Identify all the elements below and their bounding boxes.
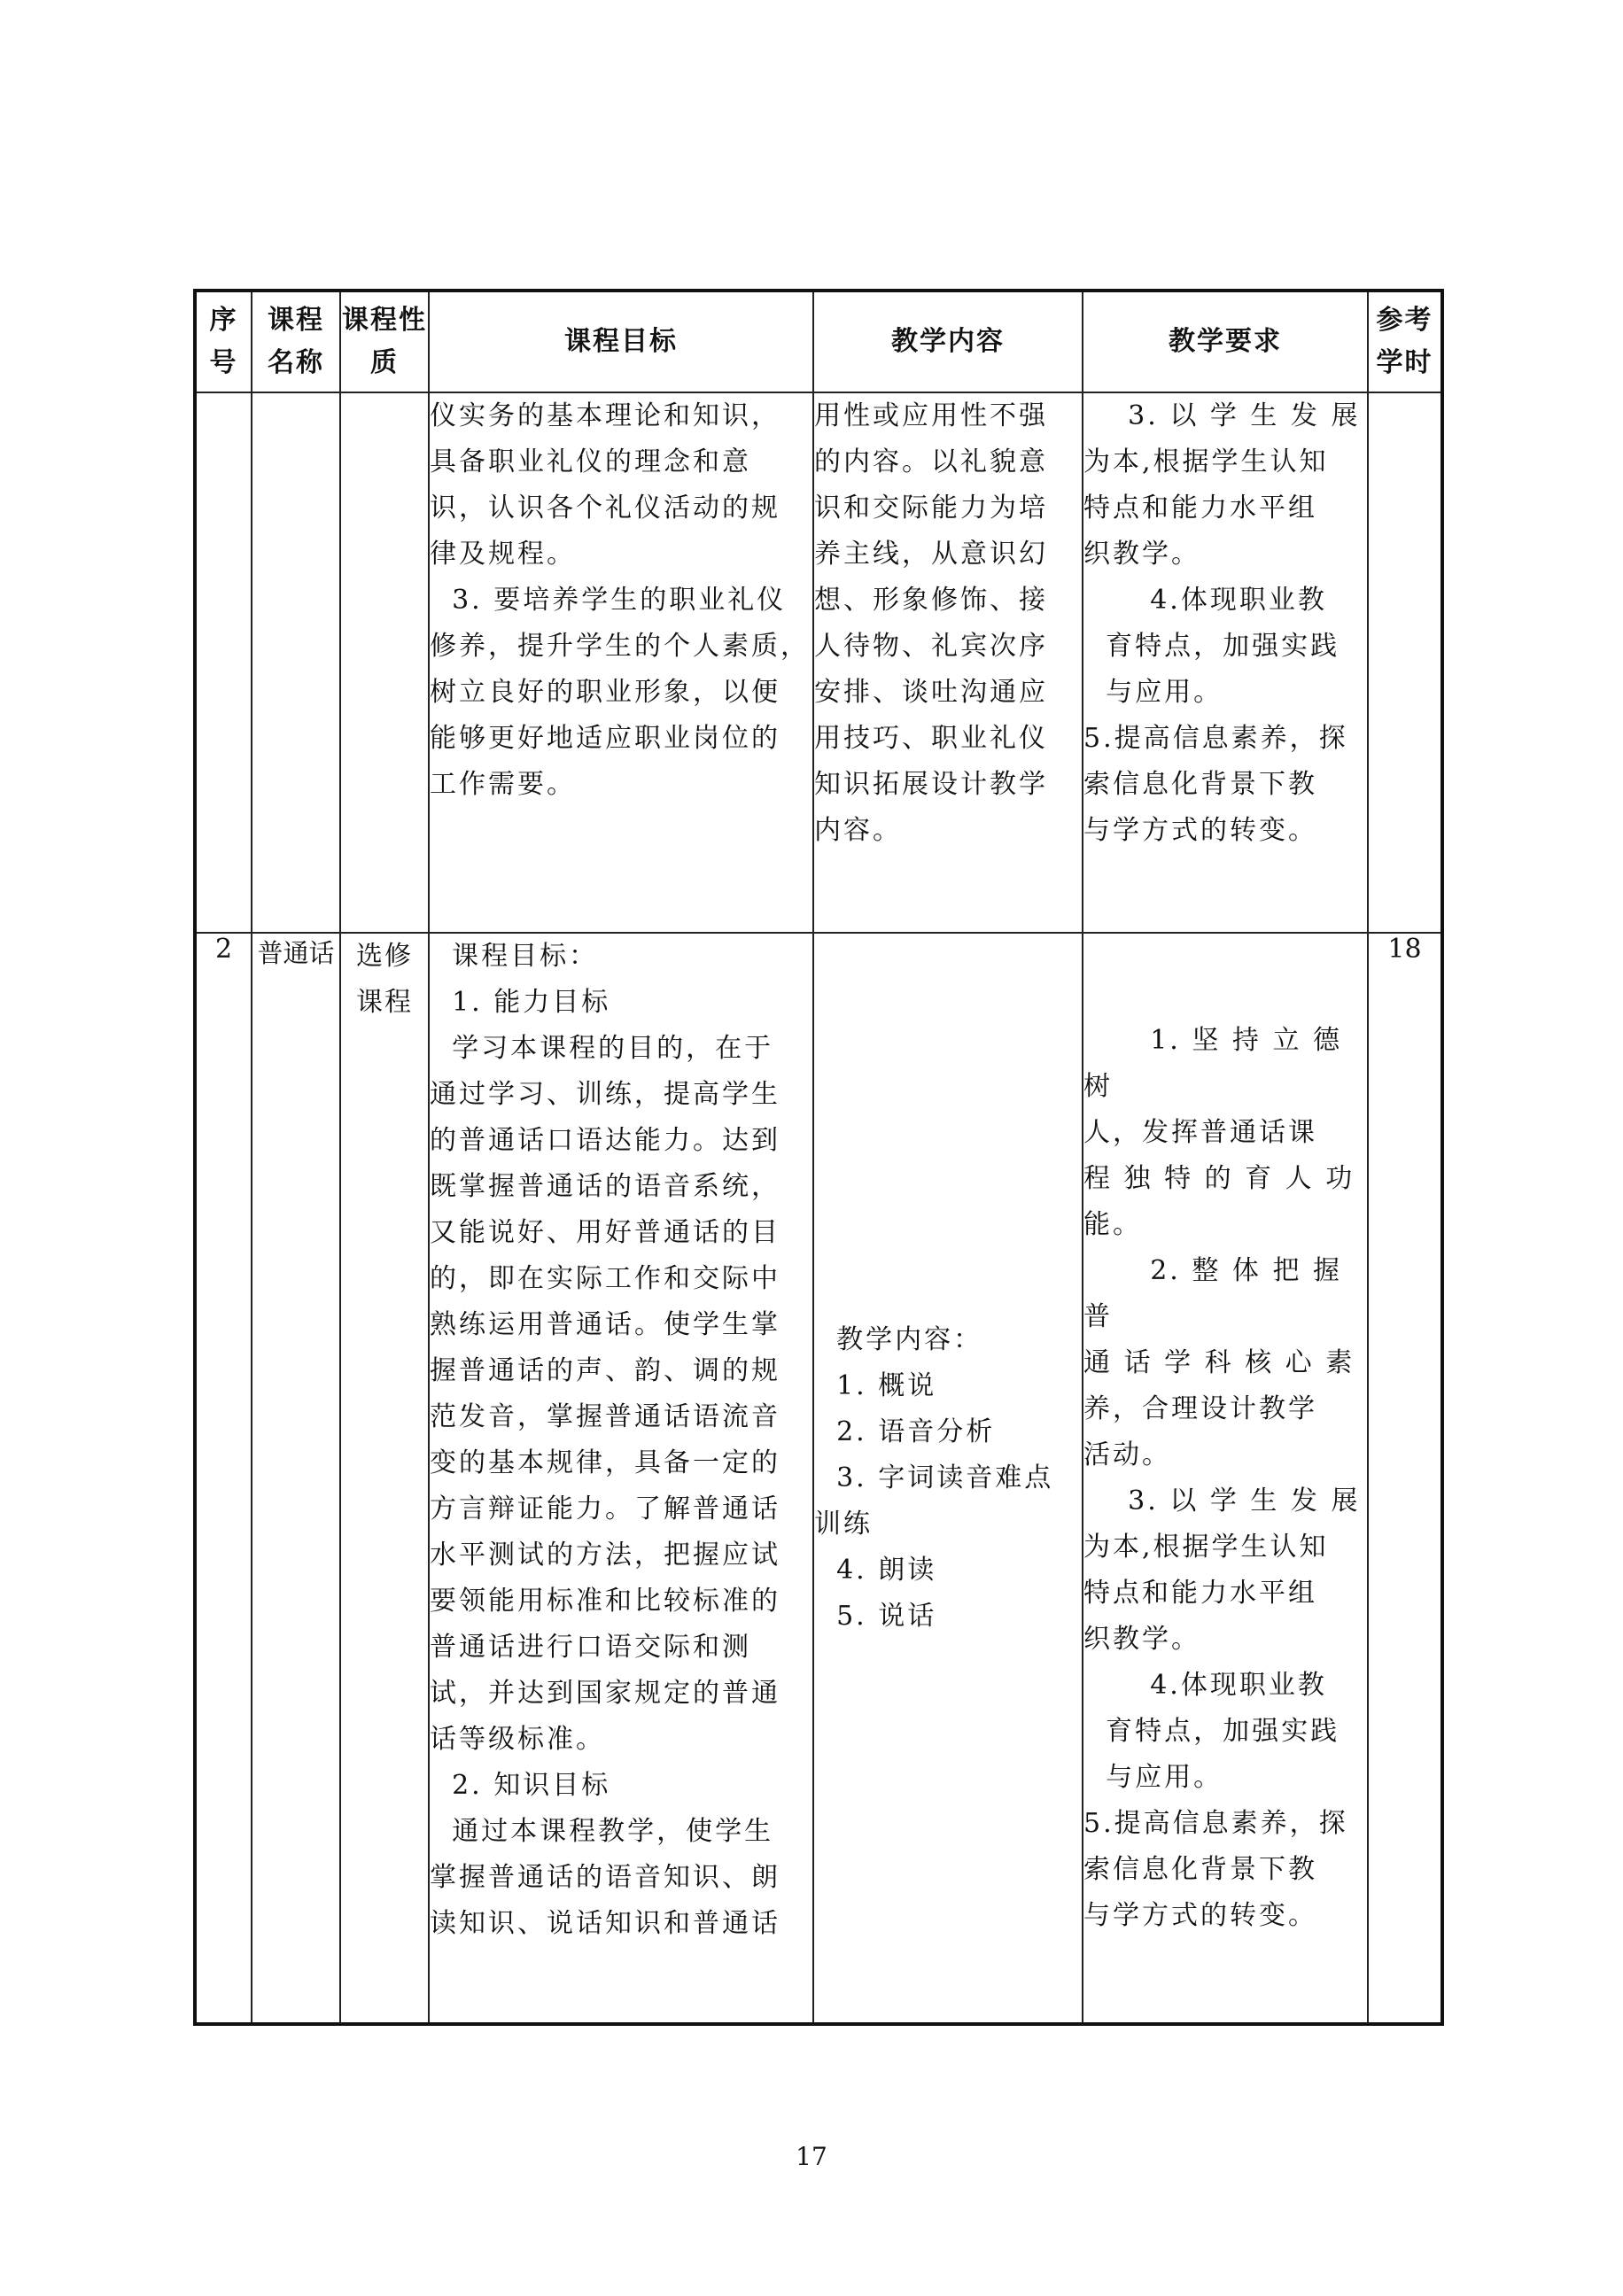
row2-name-cell: 普通话 [252, 933, 340, 2024]
row1-content-line: 知识拓展设计教学 [814, 769, 1048, 800]
row2-content-line: 教学内容： [814, 1323, 983, 1355]
row2-goal-line: 掌握普通话的语音知识、朗 [430, 1862, 780, 1893]
row1-content-line: 的内容。以礼貌意 [814, 446, 1048, 477]
row2-hours-cell: 18 [1368, 933, 1442, 2024]
row2-requirement-cell [1083, 933, 1368, 2024]
row2-goal-line: 读知识、说话知识和普通话 [430, 1908, 780, 1939]
row1-goal-line: 树立良好的职业形象，以便 [430, 677, 780, 708]
row2-goal-line: 试，并达到国家规定的普通 [430, 1678, 780, 1709]
row2-goal-line: 握普通话的声、韵、调的规 [430, 1355, 780, 1386]
row1-goal-line: 工作需要。 [430, 769, 576, 800]
row2-goal-line: 学习本课程的目的，在于 [430, 1033, 774, 1064]
row1-requirement-line: 为本,根据学生认知 [1083, 446, 1329, 477]
row1-requirement-line: 3. 以 学 生 发 展 [1083, 400, 1361, 431]
row2-goal-line: 的普通话口语达能力。达到 [430, 1125, 780, 1156]
row2-goal-line: 话等级标准。 [430, 1724, 605, 1755]
row1-requirement-line: 索信息化背景下教 [1083, 769, 1317, 800]
row1-goal-line: 仪实务的基本理论和知识， [430, 400, 780, 431]
row2-content-cell [813, 933, 1083, 2024]
row2-requirement-text [1083, 1018, 1367, 1939]
row2-goal-cell [429, 933, 813, 2024]
row1-goal-text [430, 393, 812, 808]
row1-name-cell [252, 392, 340, 933]
row1-content-line: 安排、谈吐沟通应 [814, 677, 1048, 708]
row2-content-line: 1. 概说 [814, 1369, 937, 1401]
row1-requirement-cell [1083, 392, 1368, 933]
table-row-putonghua [195, 933, 1442, 2024]
row1-content-line: 内容。 [814, 815, 902, 846]
row1-requirement-line: 5.提高信息素养，探 [1083, 723, 1348, 754]
row2-requirement-line: 1. 坚 持 立 德 树 [1083, 1024, 1354, 1102]
row2-goal-line: 水平测试的方法，把握应试 [430, 1540, 780, 1571]
row2-requirement-line: 索信息化背景下教 [1083, 1853, 1317, 1885]
row2-requirement-line: 织教学。 [1083, 1623, 1200, 1655]
header-hours: 参考 学时 [1368, 291, 1442, 392]
row2-goal-line: 2. 知识目标 [430, 1770, 611, 1801]
row2-requirement-line: 养，合理设计教学 [1083, 1392, 1317, 1424]
row1-requirement-line: 与学方式的转变。 [1083, 815, 1317, 846]
header-seq: 序 号 [195, 291, 252, 392]
row1-goal-line: 修养，提升学生的个人素质， [430, 631, 810, 662]
row1-requirement-text [1083, 393, 1367, 854]
row2-goal-line: 的，即在实际工作和交际中 [430, 1263, 780, 1294]
table-row-continued [195, 392, 1442, 933]
row2-requirement-line: 通 话 学 科 核 心 素 [1083, 1346, 1355, 1378]
row1-content-line: 识和交际能力为培 [814, 493, 1048, 524]
header-requirement: 教学要求 [1083, 291, 1368, 392]
row2-requirement-line: 4.体现职业教 [1083, 1669, 1327, 1701]
row2-requirement-line: 活动。 [1083, 1439, 1171, 1470]
row2-content-line: 2. 语音分析 [814, 1416, 996, 1447]
row1-goal-line: 律及规程。 [430, 539, 576, 570]
row2-goal-line: 课程目标： [430, 941, 599, 972]
row2-goal-text [430, 934, 812, 1947]
row1-goal-line: 识，认识各个礼仪活动的规 [430, 493, 780, 524]
row1-content-line: 想、形象修饰、接 [814, 585, 1048, 616]
page-number: 17 [796, 2142, 827, 2171]
row2-nature-cell: 选修 课程 [340, 933, 429, 2024]
row2-goal-line: 范发音，掌握普通话语流音 [430, 1401, 780, 1432]
row1-goal-line: 能够更好地适应职业岗位的 [430, 723, 780, 754]
row2-goal-line: 方言辩证能力。了解普通话 [430, 1493, 780, 1524]
row1-requirement-line: 育特点，加强实践 [1083, 631, 1340, 662]
row2-goal-line: 通过学习、训练，提高学生 [430, 1079, 780, 1110]
row2-requirement-line: 3. 以 学 生 发 展 [1083, 1485, 1361, 1516]
row2-requirement-line: 与应用。 [1083, 1761, 1223, 1793]
row1-content-text [814, 393, 1082, 854]
row1-hours-cell [1368, 392, 1442, 933]
header-goal: 课程目标 [429, 291, 813, 392]
row2-goal-line: 1. 能力目标 [430, 987, 611, 1018]
row2-content-text [814, 1317, 1082, 1640]
row2-content-line: 3. 字词读音难点 [814, 1462, 1054, 1493]
row2-requirement-line: 人，发挥普通话课 [1083, 1116, 1317, 1148]
row1-requirement-line: 特点和能力水平组 [1083, 493, 1317, 524]
header-content: 教学内容 [813, 291, 1083, 392]
row2-requirement-line: 能。 [1083, 1208, 1142, 1240]
row2-goal-line: 通过本课程教学，使学生 [430, 1816, 774, 1847]
row2-goal-line: 要领能用标准和比较标准的 [430, 1586, 780, 1617]
row2-goal-line: 普通话进行口语交际和测 [430, 1632, 751, 1663]
row2-requirement-line: 2. 整 体 把 握 普 [1083, 1254, 1354, 1332]
row2-content-line: 训练 [814, 1508, 873, 1540]
row2-goal-line: 又能说好、用好普通话的目 [430, 1217, 780, 1248]
row1-requirement-line: 与应用。 [1083, 677, 1223, 708]
row2-requirement-line: 育特点，加强实践 [1083, 1715, 1340, 1747]
row1-content-line: 养主线，从意识幻 [814, 539, 1048, 570]
header-name: 课程 名称 [252, 291, 340, 392]
row2-requirement-line: 5.提高信息素养，探 [1083, 1807, 1348, 1839]
course-table [193, 289, 1444, 2026]
row2-goal-line: 熟练运用普通话。使学生掌 [430, 1309, 780, 1340]
row2-requirement-line: 与学方式的转变。 [1083, 1899, 1317, 1931]
row2-requirement-line: 程 独 特 的 育 人 功 [1083, 1162, 1355, 1194]
row1-goal-line: 具备职业礼仪的理念和意 [430, 446, 751, 477]
row2-requirement-line: 特点和能力水平组 [1083, 1577, 1317, 1609]
row1-requirement-line: 织教学。 [1083, 539, 1200, 570]
row1-goal-cell [429, 392, 813, 933]
row2-content-line: 5. 说话 [814, 1600, 937, 1632]
header-nature: 课程性 质 [340, 291, 429, 392]
row2-goal-line: 变的基本规律，具备一定的 [430, 1447, 780, 1478]
row1-requirement-line: 4.体现职业教 [1083, 585, 1327, 616]
row1-goal-line: 3. 要培养学生的职业礼仪 [430, 585, 787, 616]
row2-goal-line: 既掌握普通话的语音系统， [430, 1171, 780, 1202]
row2-content-line: 4. 朗读 [814, 1554, 937, 1586]
row1-content-line: 用性或应用性不强 [814, 400, 1048, 431]
row1-content-cell [813, 392, 1083, 933]
row1-nature-cell [340, 392, 429, 933]
row1-seq-cell [195, 392, 252, 933]
row1-content-line: 人待物、礼宾次序 [814, 631, 1048, 662]
row2-requirement-line: 为本,根据学生认知 [1083, 1531, 1329, 1563]
header-row [195, 291, 1442, 392]
row1-content-line: 用技巧、职业礼仪 [814, 723, 1048, 754]
row2-seq-cell: 2 [195, 933, 252, 2024]
